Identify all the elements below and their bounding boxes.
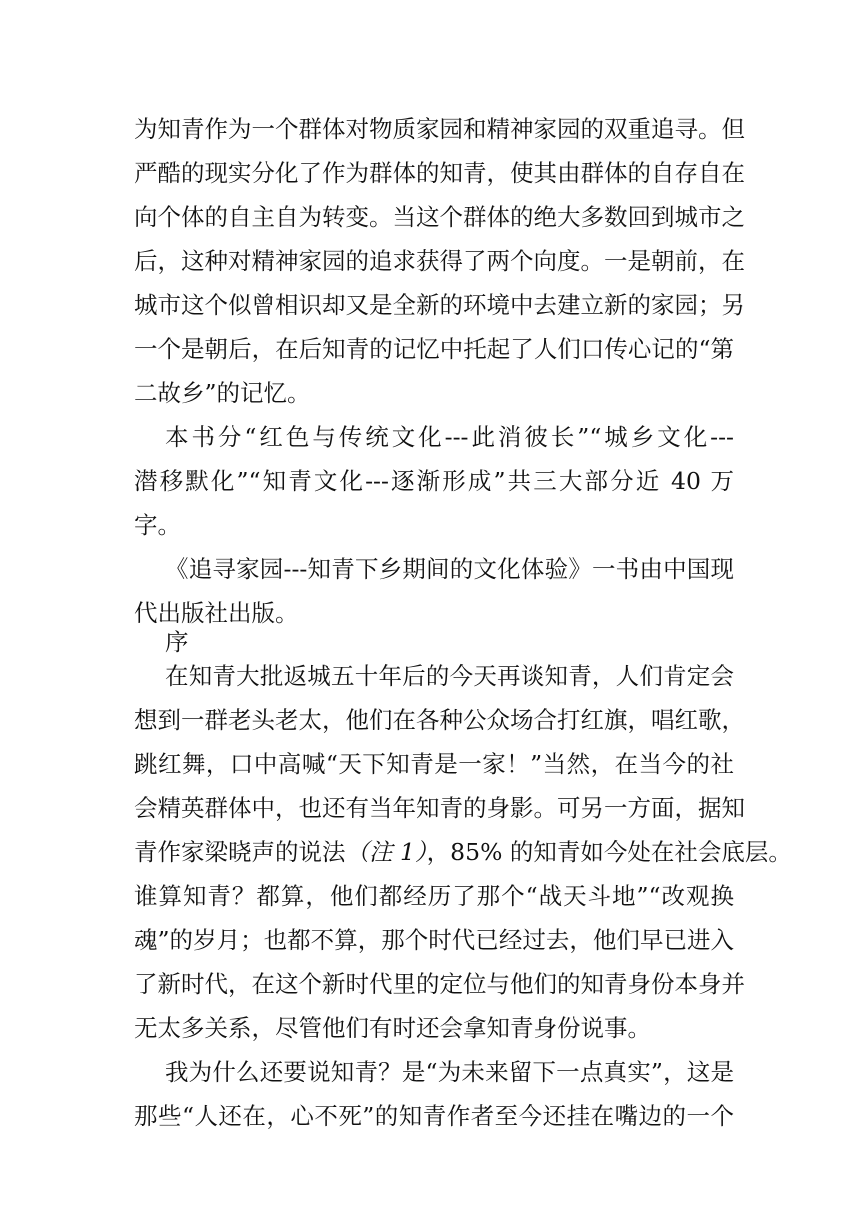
text-line: 《追寻家园---知青下乡期间的文化体验》一书由中国现 bbox=[165, 555, 734, 583]
text-line: 想到一群老头老太，他们在各种公众场合打红旗，唱红歌， bbox=[134, 706, 745, 734]
text-line: 魂”的岁月；也都不算，那个时代已经过去，他们早已进入 bbox=[134, 926, 734, 954]
text-line bbox=[134, 830, 792, 874]
text-line: 了新时代，在这个新时代里的定位与他们的知青身份本身并 bbox=[134, 970, 745, 998]
text-segment: 青作家梁晓声的说法 bbox=[134, 838, 346, 866]
text-segment: ，85% 的知青如今处在社会底层。 bbox=[426, 838, 792, 866]
text-line: 城市这个似曾相识却又是全新的环境中去建立新的家园；另 bbox=[134, 291, 745, 319]
text-line: 会精英群体中，也还有当年知青的身影。可另一方面，据知 bbox=[134, 794, 745, 822]
section-heading: 序 bbox=[165, 628, 189, 656]
text-line: 一个是朝后，在后知青的记忆中托起了人们口传心记的“第 bbox=[134, 335, 734, 363]
text-line: 那些“人还在，心不死”的知青作者至今还挂在嘴边的一个 bbox=[134, 1102, 734, 1130]
text-line: 潜移默化”“知青文化---逐渐形成”共三大部分近 40 万 bbox=[134, 467, 734, 495]
text-line: 严酷的现实分化了作为群体的知青，使其由群体的自存自在 bbox=[134, 159, 745, 187]
text-line: 二故乡”的记忆。 bbox=[134, 379, 311, 407]
text-line: 本书分“红色与传统文化---此消彼长”“城乡文化--- bbox=[165, 423, 734, 451]
text-line: 谁算知青？都算，他们都经历了那个“战天斗地”“改观换 bbox=[134, 882, 734, 910]
text-line: 为知青作为一个群体对物质家园和精神家园的双重追寻。但 bbox=[134, 115, 745, 143]
text-line: 后，这种对精神家园的追求获得了两个向度。一是朝前，在 bbox=[134, 247, 745, 275]
text-line: 无太多关系，尽管他们有时还会拿知青身份说事。 bbox=[134, 1014, 651, 1042]
footnote-reference: （注 1） bbox=[345, 838, 427, 866]
text-line: 字。 bbox=[134, 511, 181, 539]
text-line: 我为什么还要说知青？是“为未来留下一点真实”，这是 bbox=[165, 1058, 734, 1086]
text-line: 跳红舞，口中高喊“天下知青是一家！”当然，在当今的社 bbox=[134, 750, 734, 778]
text-line: 在知青大批返城五十年后的今天再谈知青，人们肯定会 bbox=[165, 662, 734, 690]
text-line: 向个体的自主自为转变。当这个群体的绝大多数回到城市之 bbox=[134, 203, 745, 231]
text-line: 代出版社出版。 bbox=[134, 599, 299, 627]
